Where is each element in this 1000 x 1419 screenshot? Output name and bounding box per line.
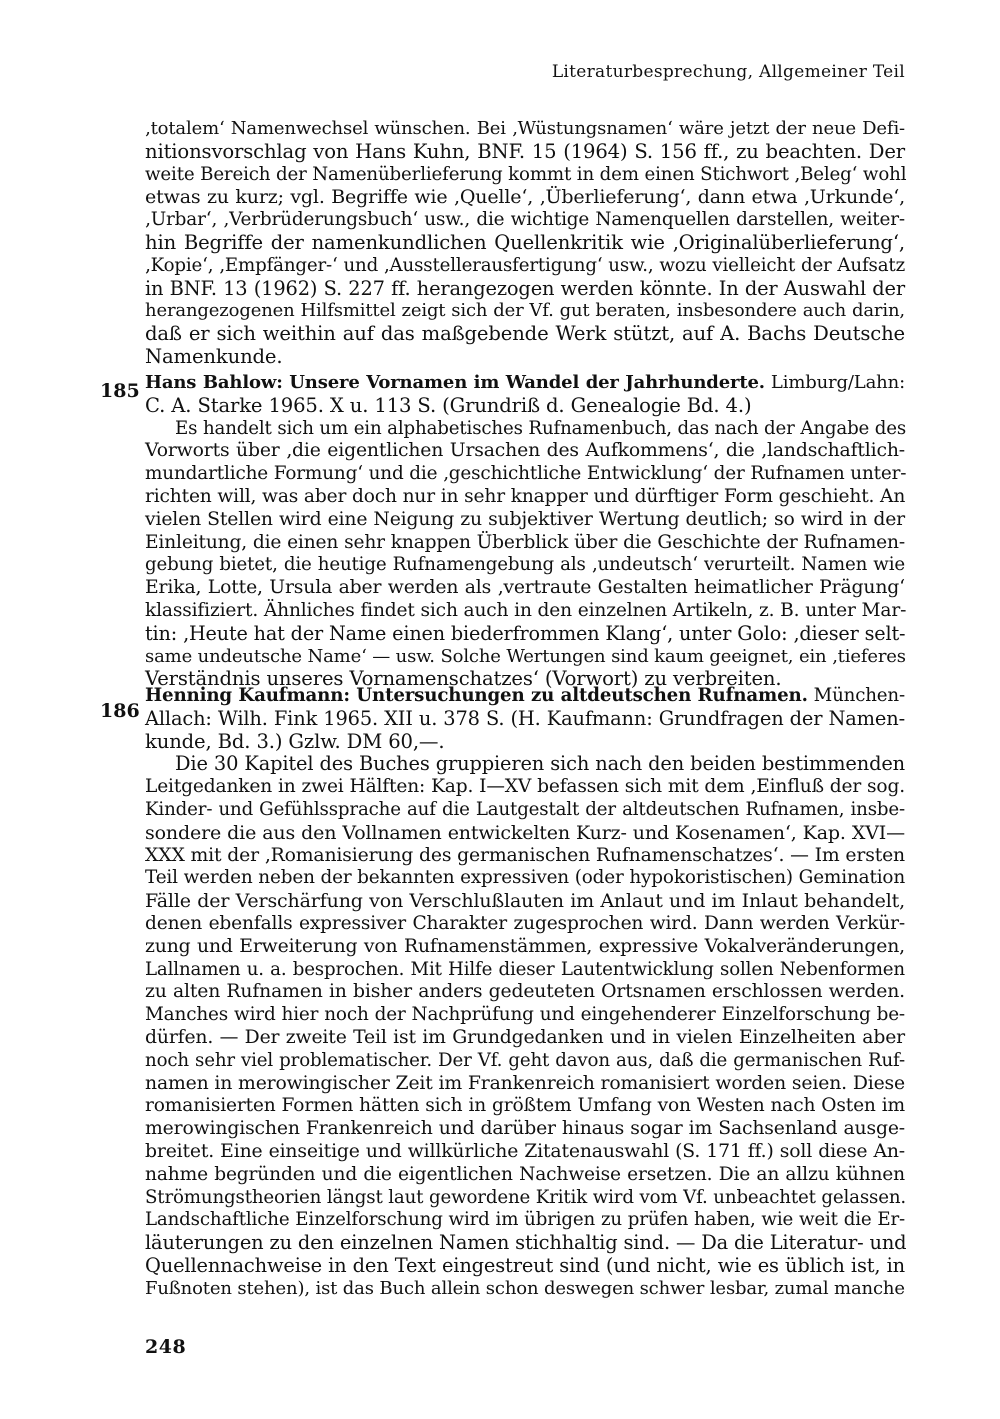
body-line: Landschaftliche Einzelforschung wird im übrigen zu prüfen haben, wie weit die Er- xyxy=(145,1209,905,1231)
body-line: Erika, Lotte, Ursula aber werden als ‚vertraute Gestalten heimatlicher Prägung‘ xyxy=(145,577,905,599)
text-line: daß er sich weithin auf das maßgebende Werk stützt, auf A. Bachs Deutsche xyxy=(145,322,905,346)
entry-title: Hans Bahlow: Unsere Vornamen im Wandel der Jahrhunderte. xyxy=(145,372,765,393)
text-line: etwas zu kurz; vgl. Begriffe wie ‚Quelle‘, ‚Überlieferung‘, dann etwa ‚Urkunde‘, xyxy=(145,186,905,209)
body-line: dürfen. — Der zweite Teil ist im Grundgedanken und in vielen Einzelheiten aber xyxy=(145,1026,905,1048)
body-line: merowingischen Frankenreich und darüber hinaus sogar im Sachsenland ausge- xyxy=(145,1118,905,1140)
entry-number: 186 xyxy=(100,700,140,722)
review-entry-185 xyxy=(145,372,905,691)
body-line: Lallnamen u. a. besprochen. Mit Hilfe dieser Lautentwicklung sollen Nebenformen xyxy=(145,958,905,980)
body-line: denen ebenfalls expressiver Charakter zugesprochen wird. Dann werden Verkür- xyxy=(145,912,905,934)
body-line: romanisierten Formen hätten sich in größtem Umfang von Westen nach Osten im xyxy=(145,1095,905,1117)
body-line: namen in merowingischer Zeit im Frankenreich romanisiert worden seien. Diese xyxy=(145,1072,905,1094)
entry-heading-line xyxy=(145,685,905,708)
text-line: ‚totalem‘ Namenwechsel wünschen. Bei ‚Wüstungsnamen‘ wäre jetzt der neue Defi- xyxy=(145,118,905,139)
text-line: weite Bereich der Namenüberlieferung kommt in dem einen Stichwort ‚Beleg‘ wohl xyxy=(145,163,907,185)
body-line: Es handelt sich um ein alphabetisches Rufnamenbuch, das nach der Angabe des xyxy=(175,417,907,439)
body-line: Die 30 Kapitel des Buches gruppieren sich nach den beiden bestimmenden xyxy=(175,752,905,776)
citation-line: Allach: Wilh. Fink 1965. XII u. 378 S. (H. Kaufmann: Grundfragen der Namen- xyxy=(145,706,905,730)
entry-number: 185 xyxy=(100,380,140,402)
body-line: Vorworts über ‚die eigentlichen Ursachen des Aufkommens‘, die ‚landschaftlich- xyxy=(145,440,905,462)
body-line: noch sehr viel problematischer. Der Vf. geht davon aus, daß die germanischen Ruf- xyxy=(145,1049,905,1071)
body-line: XXX mit der ‚Romanisierung des germanischen Rufnamenschatzes‘. — Im ersten xyxy=(145,844,905,866)
body-line: tin: ‚Heute hat der Name einen biederfrommen Klang‘, unter Golo: ‚dieser selt- xyxy=(145,621,906,645)
citation-line: kunde, Bd. 3.) Gzlw. DM 60,—. xyxy=(145,729,445,753)
page-number: 248 xyxy=(145,1336,187,1358)
entry-heading-line xyxy=(145,372,905,395)
body-line: läuterungen zu den einzelnen Namen stichhaltig sind. — Da die Literatur- und xyxy=(145,1231,907,1255)
body-line: nahme begründen und die eigentlichen Nachweise ersetzen. Die an allzu kühnen xyxy=(145,1163,905,1185)
text-line: herangezogenen Hilfsmittel zeigt sich der Vf. gut beraten, insbesondere auch darin, xyxy=(145,300,905,322)
text-line: ‚Urbar‘, ‚Verbrüderungsbuch‘ usw., die wichtige Namenquellen darstellen, weiter- xyxy=(145,209,905,231)
citation-line: C. A. Starke 1965. X u. 113 S. (Grundriß d. Genealogie Bd. 4.) xyxy=(145,393,752,417)
text-line: hin Begriffe der namenkundlichen Quellenkritik wie ‚Originalüberlieferung‘, xyxy=(145,230,905,254)
body-line: Kinder- und Gefühlssprache auf die Lautgestalt der altdeutschen Rufnamen, insbe- xyxy=(145,798,905,820)
body-line: gebung bietet, die heutige Rufnamengebung als ‚undeutsch‘ verurteilt. Namen wie xyxy=(145,554,905,576)
text-line: in BNF. 13 (1962) S. 227 ff. herangezogen werden könnte. In der Auswahl der xyxy=(145,276,905,300)
continuation-paragraph xyxy=(145,118,905,369)
body-line: zung und Erweiterung von Rufnamenstämmen, expressive Vokalveränderungen, xyxy=(145,935,905,957)
body-line: same undeutsche Name‘ — usw. Solche Wertungen sind kaum geeignet, ein ‚tieferes xyxy=(145,645,906,667)
review-entry-186 xyxy=(145,685,905,1301)
text-line: Namenkunde. xyxy=(145,344,283,368)
body-line: Fälle der Verschärfung von Verschlußlauten im Anlaut und im Inlaut behandelt, xyxy=(145,890,905,913)
body-line: Leitgedanken in zwei Hälften: Kap. I—XV befassen sich mit dem ‚Einfluß der sog. xyxy=(145,776,905,798)
text-line: ‚Kopie‘, ‚Empfänger-‘ und ‚Ausstellerausfertigung‘ usw., wozu vielleicht der Aufsatz xyxy=(145,254,905,276)
body-line: sondere die aus den Vollnamen entwickelten Kurz- und Kosenamen‘, Kap. XVI— xyxy=(145,821,905,844)
body-line: Verständnis unseres Vornamenschatzes‘ (Vorwort) zu verbreiten. xyxy=(145,667,782,691)
body-line: Fußnoten stehen), ist das Buch allein schon deswegen schwer lesbar, zumal manche xyxy=(145,1277,905,1299)
entry-publisher: Limburg/Lahn: xyxy=(764,372,905,393)
body-line: klassifiziert. Ähnliches findet sich auch in den einzelnen Artikeln, z. B. unter Mar- xyxy=(145,599,907,621)
running-header: Literaturbesprechung, Allgemeiner Teil xyxy=(551,62,905,82)
body-line: Einleitung, die einen sehr knappen Überblick über die Geschichte der Rufnamen- xyxy=(145,531,905,553)
body-line: Quellennachweise in den Text eingestreut sind (und nicht, wie es üblich ist, in xyxy=(145,1253,905,1277)
body-line: Strömungstheorien längst laut gewordene Kritik wird vom Vf. unbeachtet gelassen. xyxy=(145,1186,907,1208)
entry-publisher: München- xyxy=(807,685,905,706)
text-line: nitionsvorschlag von Hans Kuhn, BNF. 15 (1964) S. 156 ff., zu beachten. Der xyxy=(145,139,905,163)
body-line: zu alten Rufnamen in bisher anders gedeuteten Ortsnamen erschlossen werden. xyxy=(145,981,905,1003)
body-line: mundartliche Formung‘ und die ‚geschichtliche Entwicklung‘ der Rufnamen unter- xyxy=(145,463,907,485)
body-line: richten will, was aber doch nur in sehr knapper und dürftiger Form geschieht. An xyxy=(145,485,906,507)
body-line: vielen Stellen wird eine Neigung zu subjektiver Wertung deutlich; so wird in der xyxy=(145,508,905,530)
body-line: breitet. Eine einseitige und willkürliche Zitatenauswahl (S. 171 ff.) soll diese An- xyxy=(145,1140,905,1162)
body-line: Manches wird hier noch der Nachprüfung und eingehenderer Einzelforschung be- xyxy=(145,1004,905,1026)
entry-title: Henning Kaufmann: Untersuchungen zu altdeutschen Rufnamen. xyxy=(145,685,808,706)
body-line: Teil werden neben der bekannten expressiven (oder hypokoristischen) Gemination xyxy=(145,867,906,889)
